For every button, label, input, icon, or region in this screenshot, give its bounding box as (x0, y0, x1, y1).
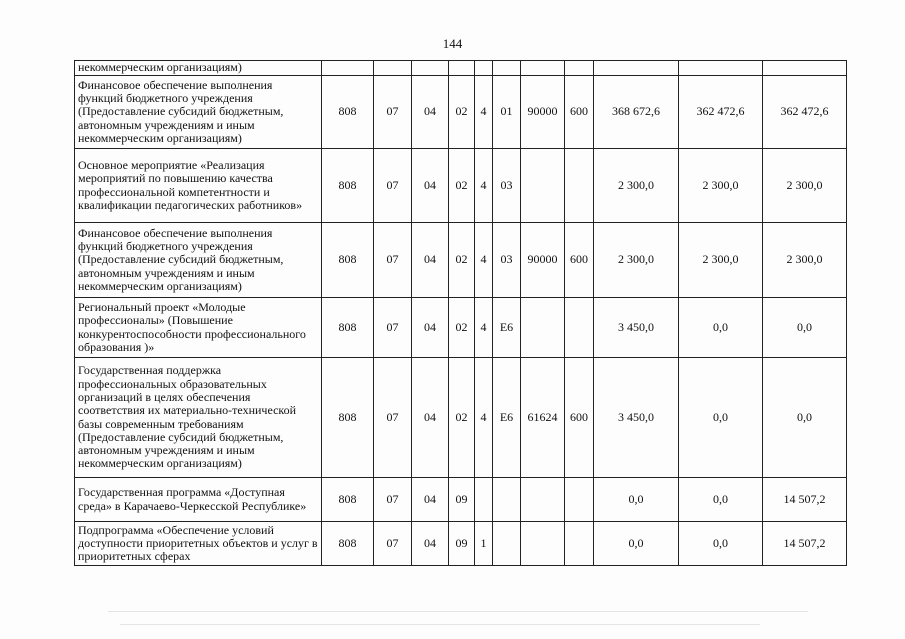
subprogram-cell: 4 (475, 223, 493, 298)
razdel-cell: 07 (374, 76, 412, 149)
subprogram-cell: 4 (475, 358, 493, 478)
amount-year2-cell: 0,0 (679, 358, 763, 478)
row-name-cell: Региональный проект «Молодые профессионалы» (Повышение конкурентоспособности профессионального образования )» (75, 298, 322, 358)
expense-type-cell (565, 478, 594, 522)
subprogram-cell: 4 (475, 298, 493, 358)
row-name-cell: Подпрограмма «Обеспечение условий доступности приоритетных объектов и услуг в приоритетных сферах (75, 522, 322, 566)
amount-year2-cell: 2 300,0 (679, 149, 763, 223)
glava-cell: 808 (322, 522, 374, 566)
direction-cell: 61624 (521, 358, 565, 478)
podrazdel-cell: 04 (412, 298, 449, 358)
razdel-cell: 07 (374, 522, 412, 566)
table-row (75, 522, 847, 566)
amount-year2-cell: 362 472,6 (679, 76, 763, 149)
program-cell: 02 (449, 149, 475, 223)
amount-year1-cell (594, 61, 679, 76)
amount-year2-cell (679, 61, 763, 76)
amount-year3-cell: 2 300,0 (763, 223, 847, 298)
row-name-cell: Государственная программа «Доступная среда» в Карачаево-Черкесской Республике» (75, 478, 322, 522)
amount-year1-cell: 3 450,0 (594, 298, 679, 358)
event-cell: E6 (493, 298, 521, 358)
razdel-cell: 07 (374, 478, 412, 522)
subprogram-cell: 4 (475, 149, 493, 223)
event-cell: 01 (493, 76, 521, 149)
podrazdel-cell: 04 (412, 358, 449, 478)
table-row (75, 223, 847, 298)
podrazdel-cell: 04 (412, 522, 449, 566)
event-cell: 03 (493, 223, 521, 298)
expense-type-cell: 600 (565, 223, 594, 298)
amount-year2-cell: 0,0 (679, 298, 763, 358)
subprogram-cell (475, 61, 493, 76)
direction-cell (521, 478, 565, 522)
amount-year3-cell: 2 300,0 (763, 149, 847, 223)
glava-cell: 808 (322, 298, 374, 358)
page-number: 144 (442, 36, 463, 51)
direction-cell (521, 522, 565, 566)
scan-artifact (120, 624, 760, 625)
row-name-cell: Финансовое обеспечение выполнения функций бюджетного учреждения (Предоставление субсидий бюджетным, автономным учреждениям и иным некоммерческим организациям) (75, 223, 322, 298)
program-cell: 02 (449, 298, 475, 358)
budget-table (74, 60, 847, 566)
amount-year1-cell: 2 300,0 (594, 223, 679, 298)
expense-type-cell: 600 (565, 76, 594, 149)
event-cell (493, 478, 521, 522)
row-name-cell: Финансовое обеспечение выполнения функций бюджетного учреждения (Предоставление субсидий бюджетным, автономным учреждениям и иным некоммерческим организациям) (75, 76, 322, 149)
podrazdel-cell: 04 (412, 76, 449, 149)
expense-type-cell (565, 298, 594, 358)
razdel-cell: 07 (374, 223, 412, 298)
glava-cell: 808 (322, 223, 374, 298)
event-cell: 03 (493, 149, 521, 223)
amount-year1-cell: 3 450,0 (594, 358, 679, 478)
expense-type-cell (565, 522, 594, 566)
program-cell: 09 (449, 478, 475, 522)
direction-cell: 90000 (521, 223, 565, 298)
expense-type-cell: 600 (565, 358, 594, 478)
amount-year1-cell: 0,0 (594, 478, 679, 522)
amount-year1-cell: 0,0 (594, 522, 679, 566)
table-row (75, 61, 847, 76)
event-cell (493, 522, 521, 566)
podrazdel-cell: 04 (412, 149, 449, 223)
table-row (75, 149, 847, 223)
direction-cell (521, 149, 565, 223)
amount-year3-cell: 14 507,2 (763, 478, 847, 522)
glava-cell: 808 (322, 478, 374, 522)
razdel-cell: 07 (374, 358, 412, 478)
event-cell: E6 (493, 358, 521, 478)
razdel-cell: 07 (374, 298, 412, 358)
table-row (75, 76, 847, 149)
subprogram-cell: 4 (475, 76, 493, 149)
scan-artifact (108, 611, 808, 612)
table-row (75, 358, 847, 478)
amount-year1-cell: 368 672,6 (594, 76, 679, 149)
program-cell: 02 (449, 76, 475, 149)
row-name-cell: Основное мероприятие «Реализация мероприятий по повышению качества профессиональной компетентности и квалификации педагогических работников» (75, 149, 322, 223)
amount-year1-cell: 2 300,0 (594, 149, 679, 223)
amount-year3-cell (763, 61, 847, 76)
subprogram-cell: 1 (475, 522, 493, 566)
direction-cell (521, 61, 565, 76)
amount-year3-cell: 14 507,2 (763, 522, 847, 566)
glava-cell: 808 (322, 149, 374, 223)
glava-cell: 808 (322, 76, 374, 149)
podrazdel-cell: 04 (412, 223, 449, 298)
table-body (75, 61, 847, 566)
direction-cell (521, 298, 565, 358)
program-cell (449, 61, 475, 76)
direction-cell: 90000 (521, 76, 565, 149)
podrazdel-cell (412, 61, 449, 76)
glava-cell (322, 61, 374, 76)
amount-year3-cell: 0,0 (763, 298, 847, 358)
glava-cell: 808 (322, 358, 374, 478)
expense-type-cell (565, 149, 594, 223)
subprogram-cell (475, 478, 493, 522)
table-row (75, 298, 847, 358)
razdel-cell (374, 61, 412, 76)
amount-year3-cell: 362 472,6 (763, 76, 847, 149)
amount-year2-cell: 2 300,0 (679, 223, 763, 298)
program-cell: 02 (449, 223, 475, 298)
event-cell (493, 61, 521, 76)
amount-year2-cell: 0,0 (679, 522, 763, 566)
table-row (75, 478, 847, 522)
row-name-cell: Государственная поддержка профессиональных образовательных организаций в целях обеспечения соответствия их материально-технической базы современным требованиям (Предоставление субсидий бюджетным, автономным учреждениям и иным некоммерческим организациям) (75, 358, 322, 478)
amount-year3-cell: 0,0 (763, 358, 847, 478)
razdel-cell: 07 (374, 149, 412, 223)
expense-type-cell (565, 61, 594, 76)
row-name-cell: некоммерческим организациям) (75, 61, 322, 76)
program-cell: 02 (449, 358, 475, 478)
amount-year2-cell: 0,0 (679, 478, 763, 522)
podrazdel-cell: 04 (412, 478, 449, 522)
program-cell: 09 (449, 522, 475, 566)
